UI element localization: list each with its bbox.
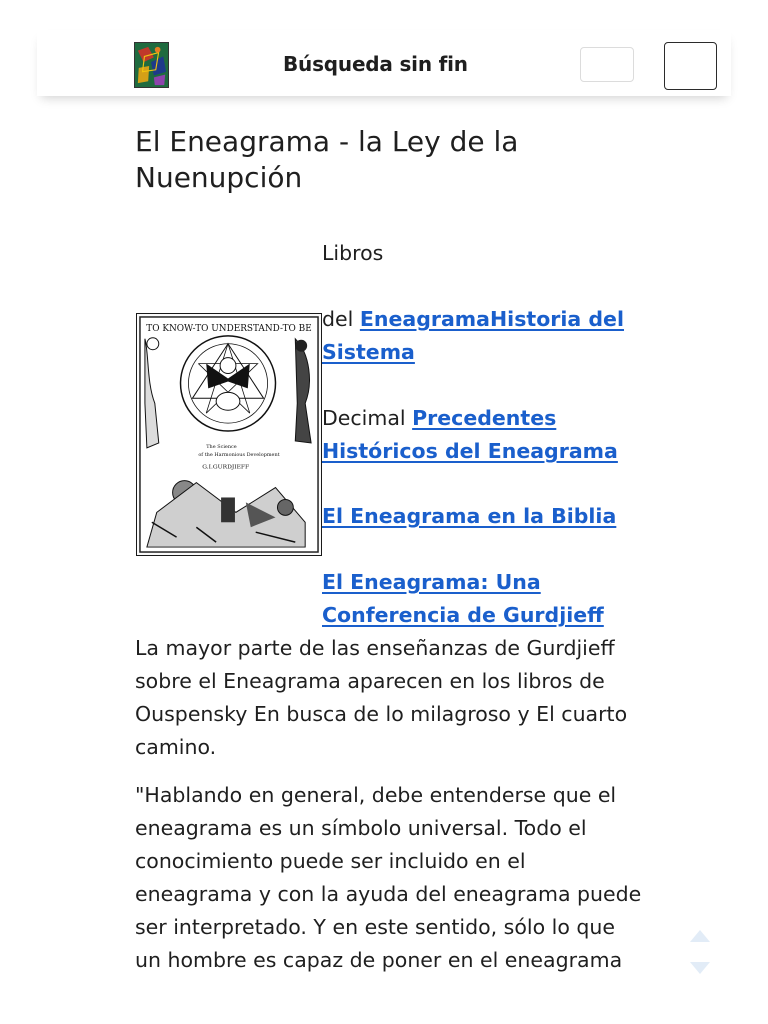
menu-button[interactable] [664, 42, 717, 90]
books-label-text: Libros [322, 241, 384, 265]
link-block-1 [322, 303, 642, 369]
link-block-3 [322, 500, 642, 533]
gurdjieff-book-illustration [136, 313, 322, 556]
link-block-4 [322, 566, 642, 632]
book-cover-logo-icon[interactable] [134, 42, 169, 88]
search-box[interactable] [580, 47, 634, 82]
scroll-down-icon[interactable] [690, 962, 710, 974]
page-title: El Eneagrama - la Ley de la Nuenupción [135, 125, 519, 194]
books-label [322, 237, 642, 270]
paragraph-quote: "Hablando en general, debe entenderse que el eneagrama es un símbolo universal. Todo el conocimiento puede ser incluido en el eneagrama y con la ayuda del eneagrama puede ser interpretado. Y en este sentido, sólo lo que un hombre es capaz de poner en el eneagrama [135, 783, 642, 972]
decimal-prefix: Decimal [322, 406, 406, 430]
link-eneagrama-biblia[interactable]: El Eneagrama en la Biblia [322, 504, 617, 528]
link-block-2 [322, 402, 642, 468]
figure-caption-name: G.I.GURDJIEFF [202, 463, 250, 471]
site-title[interactable]: Búsqueda sin fin [283, 52, 468, 76]
paragraph-intro: La mayor parte de las enseñanzas de Gurdjieff sobre el Eneagrama aparecen en los libros de Ouspensky En busca de lo milagroso y El cuarto camino. [135, 636, 628, 759]
svg-text:The Science: The Science [206, 443, 237, 450]
link-eneagrama-historia[interactable]: EneagramaHistoria del Sistema [322, 307, 624, 364]
site-header [37, 30, 731, 96]
scroll-up-icon[interactable] [690, 930, 710, 942]
link-precedentes-historicos[interactable]: Precedentes Históricos del Eneagrama [322, 406, 618, 463]
svg-text:of the Harmonious Development: of the Harmonious Development [198, 451, 280, 458]
del-prefix: del [322, 307, 354, 331]
figure-caption-top: TO KNOW-TO UNDERSTAND-TO BE [146, 323, 312, 334]
link-conferencia-gurdjieff[interactable]: El Eneagrama: Una Conferencia de Gurdjieff [322, 570, 604, 627]
